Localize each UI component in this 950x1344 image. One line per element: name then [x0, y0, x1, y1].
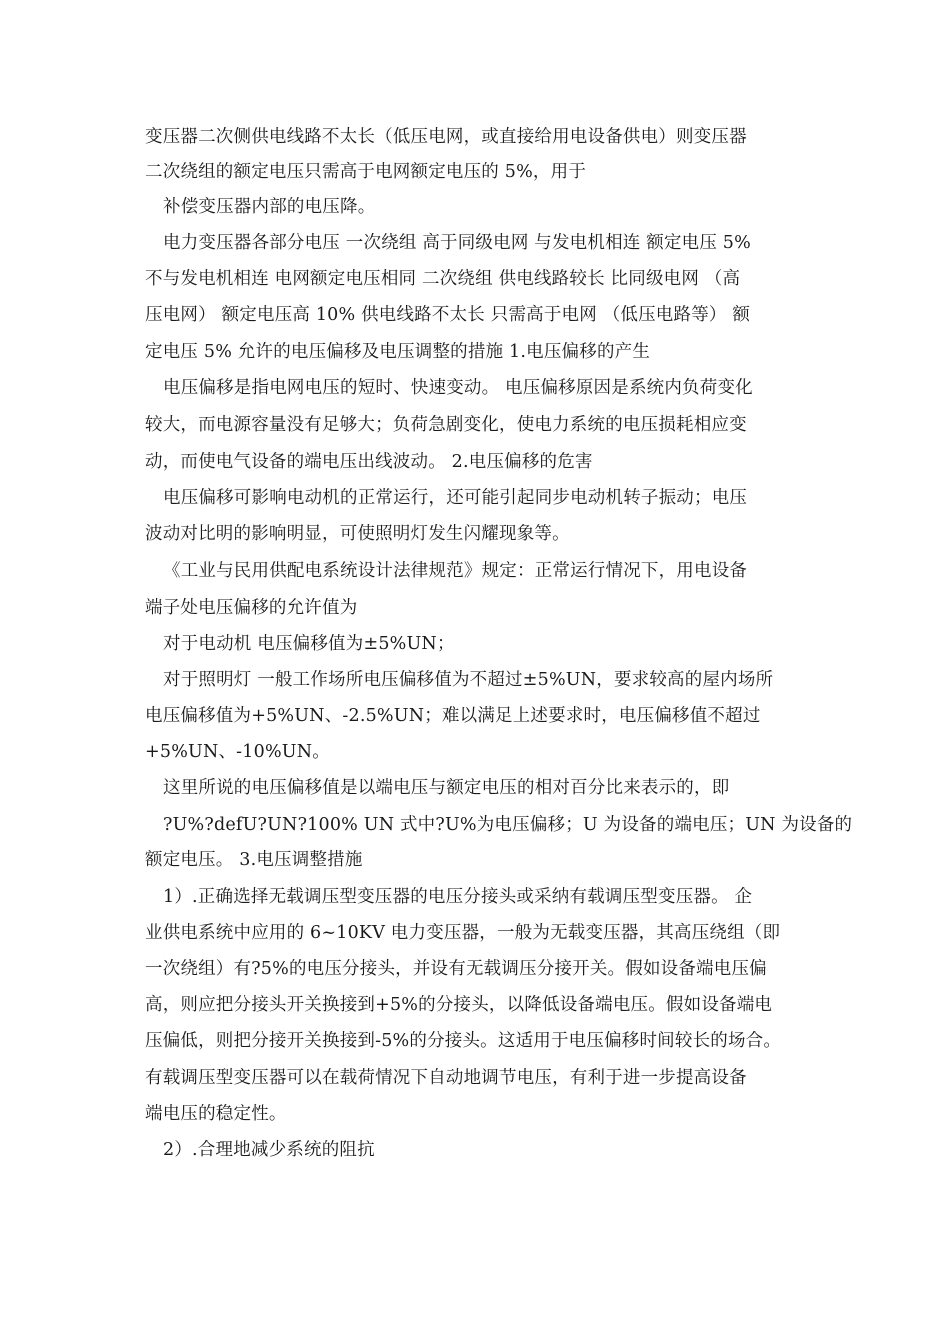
text-line: 对于照明灯 一般工作场所电压偏移值为不超过±5%UN，要求较高的屋内场所 [163, 670, 774, 690]
text-line: 2）.合理地减少系统的阻抗 [163, 1140, 375, 1160]
text-line: 1）.正确选择无载调压型变压器的电压分接头或采纳有载调压型变压器。 企 [163, 887, 753, 907]
text-line: 这里所说的电压偏移值是以端电压与额定电压的相对百分比来表示的，即 [163, 778, 730, 798]
text-line: 定电压 5% 允许的电压偏移及电压调整的措施 1.电压偏移的产生 [145, 342, 651, 362]
text-line: ?U%?defU?UN?100% UN 式中?U%为电压偏移；U 为设备的端电压；UN 为设备的 [163, 815, 853, 835]
text-line: 压偏低，则把分接开关换接到-5%的分接头。这适用于电压偏移时间较长的场合。 [145, 1031, 782, 1051]
text-line: 一次绕组）有?5%的电压分接头，并设有无载调压分接开关。假如设备端电压偏 [145, 959, 767, 979]
text-line: 电压偏移值为+5%UN、-2.5%UN；难以满足上述要求时，电压偏移值不超过 [145, 706, 761, 726]
text-line: 不与发电机相连 电网额定电压相同 二次绕组 供电线路较长 比同级电网 （高 [145, 269, 741, 289]
text-line: 端电压的稳定性。 [145, 1104, 287, 1124]
text-line: 补偿变压器内部的电压降。 [163, 197, 376, 217]
text-line: 变压器二次侧供电线路不太长（低压电网，或直接给用电设备供电）则变压器 [145, 127, 747, 147]
text-line: 高，则应把分接头开关换接到+5%的分接头，以降低设备端电压。假如设备端电 [145, 995, 773, 1015]
text-line: 电力变压器各部分电压 一次绕组 高于同级电网 与发电机相连 额定电压 5% [163, 233, 751, 253]
text-line: 业供电系统中应用的 6~10KV 电力变压器，一般为无载变压器，其高压绕组（即 [145, 923, 781, 943]
text-line: +5%UN、-10%UN。 [145, 742, 330, 762]
text-line: 有载调压型变压器可以在载荷情况下自动地调节电压，有利于进一步提高设备 [145, 1068, 747, 1088]
text-line: 对于电动机 电压偏移值为±5%UN； [163, 634, 455, 654]
text-line: 压电网） 额定电压高 10% 供电线路不太长 只需高于电网 （低压电路等） 额 [145, 305, 751, 325]
text-line: 电压偏移可影响电动机的正常运行，还可能引起同步电动机转子振动；电压 [163, 488, 748, 508]
text-line: 动，而使电气设备的端电压出线波动。 2.电压偏移的危害 [145, 452, 593, 472]
text-line: 端子处电压偏移的允许值为 [145, 598, 358, 618]
text-line: 波动对比明的影响明显，可使照明灯发生闪耀现象等。 [145, 524, 570, 544]
text-line: 电压偏移是指电网电压的短时、快速变动。 电压偏移原因是系统内负荷变化 [163, 378, 753, 398]
text-line: 《工业与民用供配电系统设计法律规范》规定：正常运行情况下，用电设备 [163, 561, 748, 581]
text-line: 额定电压。 3.电压调整措施 [145, 850, 363, 870]
text-line: 较大，而电源容量没有足够大；负荷急剧变化，使电力系统的电压损耗相应变 [145, 415, 747, 435]
text-line: 二次绕组的额定电压只需高于电网额定电压的 5%，用于 [145, 162, 587, 182]
